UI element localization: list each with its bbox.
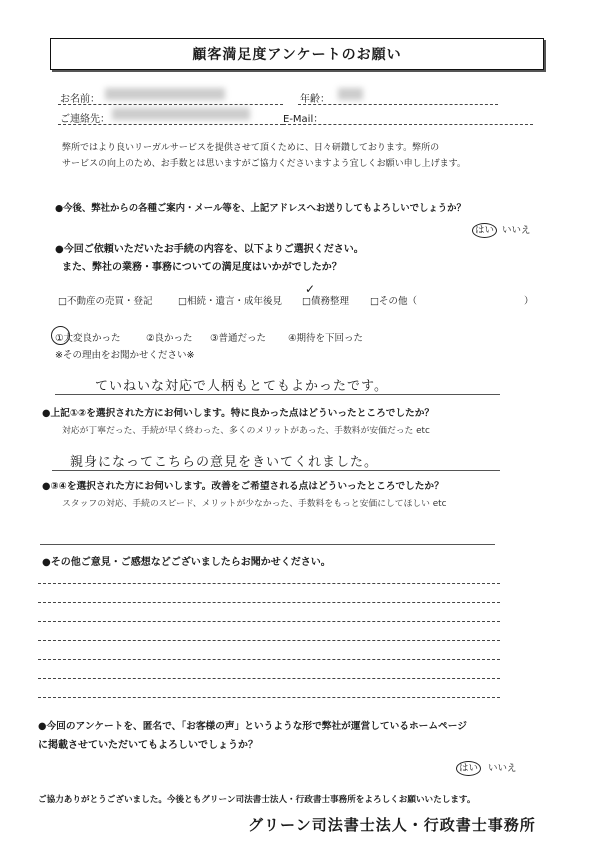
survey-title: 顧客満足度アンケートのお願い [50, 38, 544, 70]
q1-no[interactable]: いいえ [502, 225, 531, 236]
rating-average[interactable]: ③普通だった [210, 333, 267, 344]
q6-options [456, 760, 517, 774]
footer-logo: グリーン司法書士法人・行政書士事務所 [248, 816, 536, 834]
q5-text: ●その他ご意見・ご感想などございましたらお聞かせください。 [42, 557, 331, 568]
email-line [283, 124, 533, 125]
contact-redacted [112, 108, 250, 120]
category-other[interactable]: □その他（ [370, 296, 417, 307]
age-label: 年齢： [300, 94, 330, 105]
age-redacted [338, 88, 363, 100]
q6-line2: に掲載させていただいてもよろしいでしょうか？ [38, 740, 258, 751]
name-label: お名前： [60, 94, 100, 105]
q6-yes-selected[interactable]: はい [456, 761, 481, 776]
q2-line1: ●今回ご依頼いただいたお手続の内容を、以下よりご選択ください。 [55, 244, 364, 255]
q5-line-3 [38, 621, 500, 622]
rating-good[interactable]: ②良かった [146, 333, 193, 344]
contact-line [58, 124, 283, 125]
rating-very-good[interactable]: ①大変良かった [55, 333, 121, 344]
reason-prompt: ※その理由をお聞かせください※ [55, 350, 195, 361]
name-redacted [105, 88, 225, 100]
q5-line-2 [38, 602, 500, 603]
category-other-close: ） [524, 296, 534, 307]
category-debt[interactable]: □債務整理 [302, 296, 349, 307]
category-real-estate[interactable]: □不動産の売買・登記 [58, 296, 153, 307]
footer-thanks: ご協力ありがとうございました。今後ともグリーン司法書士法人・行政書士事務所をよろしくお願いいたします。 [38, 795, 476, 805]
q5-line-4 [38, 640, 500, 641]
age-line [298, 104, 498, 105]
q1-text: ●今後、弊社からの各種ご案内・メール等を、上記アドレスへお送りしてもよろしいでしょうか？ [55, 203, 466, 214]
email-label: E-Mail： [283, 114, 324, 125]
contact-label: ご連絡先： [60, 114, 110, 125]
q6-line1: ●今回のアンケートを、匿名で、「お客様の声」というような形で弊社が運営しているホームページ [38, 721, 467, 732]
q5-line-5 [38, 659, 500, 660]
intro-line-2: サービスの向上のため、お手数とは思いますがご協力くださいますよう宜しくお願い申し上げます。 [62, 159, 466, 169]
reason-line [55, 394, 500, 395]
q5-line-6 [38, 678, 500, 679]
q1-yes-selected[interactable]: はい [472, 223, 497, 238]
q3-text: ●上記①②を選択された方にお伺いします。特に良かった点はどういったところでしたか？ [42, 408, 435, 419]
q5-line-1 [38, 583, 500, 584]
intro-text [62, 140, 552, 172]
q3-line [52, 470, 500, 471]
q3-examples: 対応が丁寧だった、手続が早く終わった、多くのメリットがあった、手数料が安価だった etc [62, 426, 430, 436]
q3-handwritten: 親身になってこちらの意見をきいてくれました。 [70, 455, 379, 470]
q4-line [40, 544, 495, 545]
rating-below[interactable]: ④期待を下回った [288, 333, 364, 344]
q4-examples: スタッフの対応、手続のスピード、メリットが少なかった、手数料をもっと安価にしてほしい etc [62, 499, 447, 509]
intro-line-1: 弊所ではより良いリーガルサービスを提供させて頂くために、日々研鑽しております。弊所の [62, 143, 440, 153]
q5-line-7 [38, 697, 500, 698]
q6-no[interactable]: いいえ [488, 763, 517, 774]
reason-handwritten: ていねいな対応で人柄もとてもよかったです。 [95, 379, 388, 394]
q4-text: ●③④を選択された方にお伺いします。改善をご希望される点はどういったところでしたか？ [42, 481, 444, 492]
q2-line2: また、弊社の業務・事務についての満足度はいかがでしたか？ [62, 262, 342, 273]
category-inheritance[interactable]: □相続・遺言・成年後見 [178, 296, 282, 307]
checkmark-icon: ✓ [305, 282, 316, 296]
q1-options [472, 222, 531, 236]
name-line [58, 104, 283, 105]
